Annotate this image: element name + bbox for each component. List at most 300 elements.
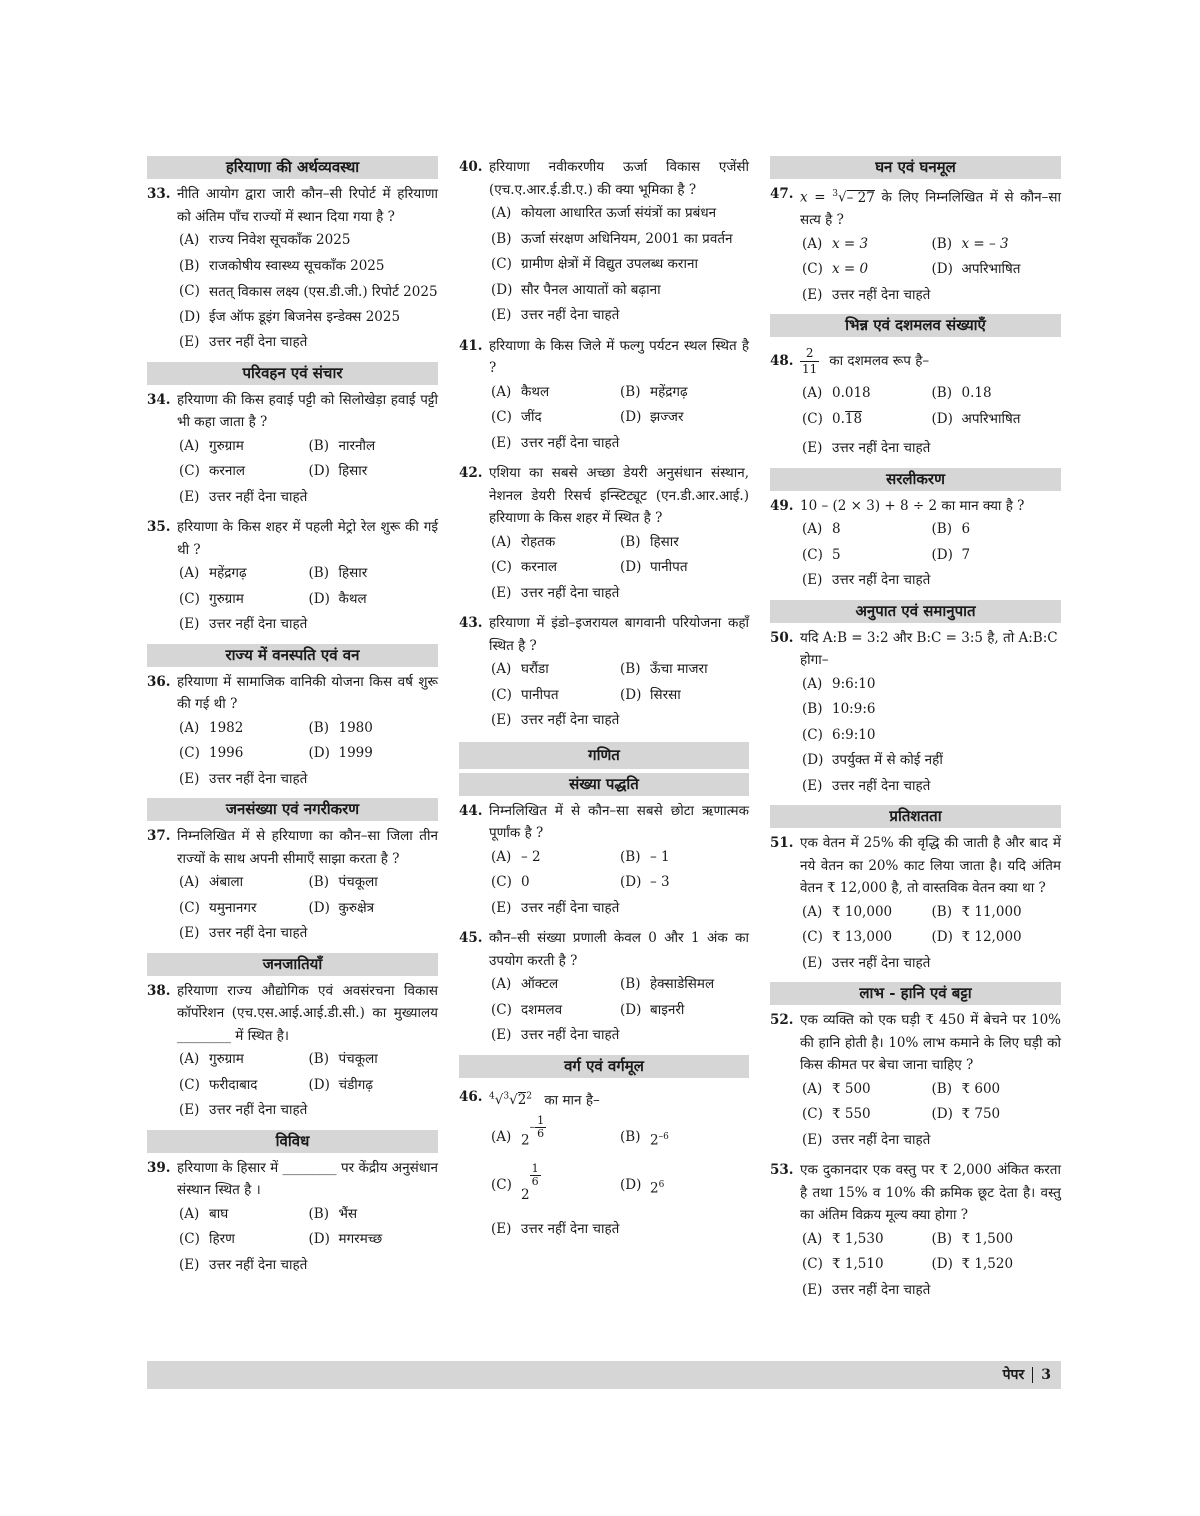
option-label: (B) [308, 1051, 329, 1067]
option-text: सौर पैनल आयातों को बढ़ाना [521, 281, 661, 298]
option-text: हिसार [650, 533, 679, 550]
option-text: उत्तर नहीं देना चाहते [832, 1131, 931, 1148]
section-heading: विविध [147, 1130, 438, 1153]
question-text: एक दुकानदार एक वस्तु पर ₹ 2,000 अंकित करता है तथा 15% व 10% की क्रमिक छूट देता है। वस्तु का अंतिम विक्रय मूल्य क्या होगा ? [800, 1162, 1061, 1223]
option-label: (D) [308, 590, 330, 607]
question-text: हरियाणा की किस हवाई पट्टी को सिलोखेड़ा हवाई पट्टी भी कहा जाता है ? [177, 391, 438, 430]
option-text: उत्तर नहीं देना चाहते [209, 616, 308, 632]
option-label: (D) [620, 686, 642, 703]
option-text: 0 [521, 874, 530, 890]
option-label: (D) [308, 745, 330, 761]
option-label: (D) [491, 281, 513, 298]
option-label: (A) [802, 235, 823, 252]
section-heading: लाभ - हानि एवं बट्टा [770, 982, 1061, 1005]
option-label: (A) [179, 232, 200, 248]
option-label: (A) [802, 1080, 823, 1097]
option-label: (D) [931, 929, 953, 945]
option-text: 9:6:10 [832, 675, 876, 692]
question-text [489, 1082, 749, 1116]
question-number: 52. [770, 1012, 794, 1028]
option-text: महेंद्रगढ़ [209, 565, 247, 581]
option-text: हिसार [338, 463, 368, 479]
base: 2 [650, 1180, 659, 1196]
option-text: पानीपत [650, 559, 688, 575]
option-text: उत्तर नहीं देना चाहते [521, 1220, 620, 1237]
option-label: (C) [491, 874, 512, 890]
root-index: 4 [489, 1091, 495, 1102]
option-label: (C) [179, 745, 200, 761]
column-1 [147, 156, 438, 1284]
option-text: ₹ 550 [832, 1106, 871, 1122]
question-text: x = $^3$√– 27 के लिए निम्नलिखित में से कौन–सा सत्य है ? [800, 189, 1061, 228]
option-label: (D) [308, 463, 330, 479]
option-label: (E) [491, 1220, 512, 1237]
option-text: झज्जर [650, 409, 684, 425]
option-label: (E) [179, 616, 200, 632]
option-text: गुरुग्राम [209, 1051, 244, 1067]
question-number: 50. [770, 629, 794, 646]
option-text: x = 0 [832, 261, 869, 277]
option-text: उत्तर नहीं देना चाहते [521, 434, 620, 451]
option-text: हेक्साडेसिमल [650, 976, 715, 992]
option-label: (D) [620, 1001, 642, 1018]
question-number: 33. [147, 186, 171, 202]
question-text: कौन–सी संख्या प्रणाली केवल 0 और 1 अंक का उपयोग करती है ? [489, 930, 749, 969]
question-37 [147, 825, 438, 947]
option-label: (C) [802, 546, 823, 563]
option-label: (C) [491, 686, 512, 703]
option-text: उत्तर नहीं देना चाहते [209, 925, 308, 941]
question-number: 38. [147, 982, 171, 999]
option-text: अपरिभाषित [961, 410, 1021, 427]
option-label: (A) [802, 385, 823, 401]
option-label: (E) [179, 1102, 200, 1118]
option-text: ₹ 600 [961, 1080, 1001, 1097]
option-text: उत्तर नहीं देना चाहते [521, 712, 620, 728]
option-label: (A) [179, 565, 200, 581]
question-45 [459, 927, 749, 1049]
section-heading: वर्ग एवं वर्गमूल [459, 1055, 749, 1078]
option-text: 0.018 [832, 385, 871, 401]
option-label: (C) [491, 559, 512, 575]
option-label: (E) [491, 712, 512, 728]
footer-label: पेपर [1002, 1367, 1025, 1383]
question-33 [147, 183, 438, 356]
question-number: 41. [459, 337, 483, 354]
option-label: (D) [931, 1106, 953, 1122]
option-text: पंचकूला [338, 874, 378, 890]
page-number: 3 [1041, 1367, 1051, 1383]
option-text: ऑक्टल [521, 976, 559, 992]
question-49 [770, 495, 1061, 594]
option-text: 0.18 [961, 385, 992, 401]
option-label: (B) [620, 661, 641, 677]
question-text: नीति आयोग द्वारा जारी कौन–सी रिपोर्ट में हरियाणा को अंतिम पाँच राज्यों में स्थान दिया गया है ? [177, 186, 438, 225]
option-text: चंडीगढ़ [338, 1076, 373, 1093]
option-text: उत्तर नहीं देना चाहते [521, 899, 620, 916]
question-number: 53. [770, 1162, 794, 1178]
option-label: (E) [179, 334, 200, 350]
option-label: (D) [931, 1256, 953, 1272]
option-label: (C) [802, 261, 823, 277]
option-text: कोयला आधारित ऊर्जा संयंत्रों का प्रबंधन [521, 205, 717, 221]
option-text: ईज ऑफ डूइंग बिजनेस इन्डेक्स 2025 [209, 308, 401, 325]
option-text: 7 [961, 546, 971, 563]
section-heading: परिवहन एवं संचार [147, 362, 438, 385]
option-label: (A) [802, 521, 823, 537]
option-text: बाघ [209, 1205, 229, 1222]
option-label: (C) [179, 899, 200, 916]
question-46 [459, 1082, 749, 1243]
option-text: 5 [832, 546, 841, 563]
option-label: (E) [491, 434, 512, 451]
option-label: (A) [491, 661, 512, 677]
option-text: सिरसा [650, 686, 681, 703]
option-text: 1980 [338, 719, 373, 736]
section-heading: घन एवं घनमूल [770, 156, 1061, 179]
option-text: x = 3 [832, 235, 869, 252]
question-text: हरियाणा के किस जिले में फल्गु पर्यटन स्थल स्थित है ? [489, 337, 749, 376]
section-heading: अनुपात एवं समानुपात [770, 600, 1061, 623]
option-label: (E) [802, 286, 823, 303]
section-heading: जनसंख्या एवं नगरीकरण [147, 798, 438, 821]
exponent: 2 [526, 1091, 533, 1102]
option-label: (E) [802, 1281, 823, 1298]
option-text [650, 1163, 664, 1217]
option-text: 1996 [209, 745, 244, 761]
radicand: 2 [517, 1092, 527, 1108]
option-label: (B) [931, 903, 952, 920]
option-label: (C) [491, 409, 512, 425]
option-text: पानीपत [521, 686, 559, 703]
question-text: एक व्यक्ति को एक घड़ी ₹ 450 में बेचने पर 10% की हानि होती है। 10% लाभ कमाने के लिए घड़ी को किस कीमत पर बेचा जाना चाहिए ? [800, 1012, 1061, 1073]
question-text: हरियाणा राज्य औद्योगिक एवं अवसंरचना विकास कॉर्पोरेशन (एच.एस.आई.आई.डी.सी.) का मुख्यालय ________ में स्थित है। [177, 982, 438, 1044]
option-label: (B) [308, 437, 329, 454]
root-index: 3 [503, 1091, 510, 1102]
option-label: (C) [491, 1001, 512, 1018]
option-text: ₹ 500 [832, 1080, 871, 1097]
option-label: (C) [802, 929, 823, 945]
question-text: हरियाणा में सामाजिक वानिकी योजना किस वर्ष शुरू की गई थी ? [177, 673, 438, 712]
option-label: (D) [620, 559, 642, 575]
option-text: उत्तर नहीं देना चाहते [832, 954, 931, 971]
option-label: (A) [179, 874, 200, 890]
question-44 [459, 800, 749, 922]
exponent: 6 [658, 1179, 665, 1190]
option-label: (C) [179, 1076, 200, 1093]
option-text: उत्तर नहीं देना चाहते [521, 307, 620, 323]
column-2 [459, 156, 749, 1248]
option-text: ग्रामीण क्षेत्रों में विद्युत उपलब्ध कराना [521, 256, 698, 272]
option-label: (B) [931, 235, 952, 252]
denominator: 6 [531, 1174, 539, 1188]
option-text: उत्तर नहीं देना चाहते [832, 286, 931, 303]
option-text: फरीदाबाद [209, 1076, 258, 1093]
option-text: ऊँचा माजरा [650, 661, 708, 677]
option-label: (C) [802, 410, 823, 427]
question-text: हरियाणा के हिसार में ________ पर केंद्रीय अनुसंधान संस्थान स्थित है । [177, 1159, 438, 1198]
option-text: ₹ 1,510 [832, 1256, 884, 1272]
option-label: (A) [802, 675, 823, 692]
option-label: (B) [308, 565, 329, 581]
option-text: ₹ 1,500 [961, 1230, 1014, 1247]
option-text [521, 1163, 551, 1217]
root-index: 3 [832, 189, 838, 199]
question-text: 10 – (2 × 3) + 8 ÷ 2 का मान क्या है ? [800, 497, 1025, 514]
option-label: (A) [491, 976, 512, 992]
question-34 [147, 389, 438, 511]
question-52 [770, 1009, 1061, 1153]
divider [1032, 1367, 1033, 1383]
section-heading: प्रतिशतता [770, 805, 1061, 828]
exponent: –6 [658, 1132, 669, 1142]
option-text: मगरमच्छ [338, 1231, 383, 1247]
nested-radical: $^4√^3√2^2$ [489, 1091, 533, 1108]
option-text: उत्तर नहीं देना चाहते [209, 1256, 308, 1273]
option-label: (D) [931, 546, 953, 563]
question-47 [770, 183, 1061, 308]
section-heading: हरियाणा की अर्थव्यवस्था [147, 156, 438, 179]
option-text: राजकोषीय स्वास्थ्य सूचकाँक 2025 [209, 257, 385, 274]
option-label: (E) [179, 925, 200, 941]
option-text: ऊर्जा संरक्षण अधिनियम, 2001 का प्रवर्तन [521, 230, 733, 247]
option-label: (D) [620, 409, 642, 425]
option-label: (B) [620, 976, 641, 992]
option-text: नारनौल [338, 437, 376, 454]
question-number: 43. [459, 615, 483, 631]
option-label: (B) [491, 230, 512, 247]
option-text: उत्तर नहीं देना चाहते [209, 1102, 308, 1118]
question-35 [147, 516, 438, 638]
question-number: 51. [770, 835, 794, 851]
option-text: उत्तर नहीं देना चाहते [832, 777, 931, 794]
question-43 [459, 612, 749, 734]
option-text: गुरुग्राम [209, 437, 244, 454]
option-label: (B) [802, 701, 823, 717]
question-39 [147, 1157, 438, 1279]
option-text: अपरिभाषित [961, 261, 1021, 277]
option-label: (C) [491, 256, 512, 272]
option-label: (A) [491, 848, 512, 865]
question-number: 42. [459, 465, 483, 481]
option-text: दशमलव [521, 1001, 563, 1018]
option-label: (D) [931, 261, 953, 277]
question-text: हरियाणा नवीकरणीय ऊर्जा विकास एजेंसी (एच.ए.आर.ई.डी.ए.) की क्या भूमिका है ? [489, 159, 749, 198]
option-label: (A) [179, 719, 200, 736]
option-label: (C) [179, 463, 200, 479]
option-label: (D) [931, 410, 953, 427]
section-heading: संख्या पद्धति [459, 773, 749, 796]
section-heading: जनजातियाँ [147, 953, 438, 976]
option-label: (D) [308, 899, 330, 916]
base: 2 [650, 1132, 659, 1149]
column-3 [770, 156, 1061, 1309]
option-text: ₹ 1,530 [832, 1230, 884, 1247]
option-label: (D) [308, 1231, 330, 1247]
option-text: सतत् विकास लक्ष्य (एस.डी.जी.) रिपोर्ट 2025 [209, 284, 438, 300]
option-text: उत्तर नहीं देना चाहते [832, 572, 931, 588]
option-text: ₹ 12,000 [961, 929, 1022, 945]
question-53 [770, 1159, 1061, 1303]
option-label: (C) [802, 1106, 823, 1122]
option-text: 1982 [209, 719, 244, 736]
option-text: बाइनरी [650, 1001, 685, 1018]
option-label: (D) [308, 1076, 330, 1093]
option-label: (B) [620, 848, 641, 865]
option-label: (E) [491, 307, 512, 323]
option-text: उत्तर नहीं देना चाहते [209, 770, 308, 787]
option-text: 8 [832, 521, 841, 537]
question-text [800, 341, 1061, 381]
option-text: राज्य निवेश सूचकाँक 2025 [209, 232, 351, 248]
question-number: 49. [770, 497, 794, 514]
question-number: 36. [147, 673, 171, 690]
option-text: यमुनानगर [209, 899, 257, 916]
option-label: (B) [620, 533, 641, 550]
option-label: (B) [308, 874, 329, 890]
option-label: (B) [931, 521, 952, 537]
option-text: महेंद्रगढ़ [650, 383, 688, 400]
question-number: 39. [147, 1159, 171, 1176]
fraction [800, 346, 819, 377]
question-number: 35. [147, 519, 171, 535]
question-text: हरियाणा के किस शहर में पहली मेट्रो रेल शुरू की गई थी ? [177, 519, 438, 558]
option-text: 10:9:6 [832, 701, 876, 717]
option-label: (E) [491, 1027, 512, 1043]
option-text: उत्तर नहीं देना चाहते [832, 440, 931, 456]
question-tail: का दशमलव रूप है– [829, 353, 930, 369]
option-label: (B) [931, 1080, 952, 1097]
question-41 [459, 335, 749, 457]
option-label: (D) [620, 874, 642, 890]
numerator: 2 [800, 346, 819, 362]
decimal-part: 0. [832, 410, 845, 427]
option-label: (A) [491, 1129, 512, 1145]
option-label: (E) [491, 584, 512, 601]
option-text: करनाल [521, 559, 558, 575]
question-text: एशिया का सबसे अच्छा डेयरी अनुसंधान संस्थान, नेशनल डेयरी रिसर्च इन्स्टिट्यूट (एन.डी.आर.आई.) हरियाणा के किस शहर में स्थित है ? [489, 465, 749, 526]
option-text: ₹ 10,000 [832, 903, 893, 920]
question-number: 37. [147, 828, 171, 844]
option-label: (A) [802, 903, 823, 920]
option-label: (E) [802, 440, 823, 456]
option-label: (A) [491, 205, 512, 221]
option-text: हिसार [338, 565, 368, 581]
option-label: (B) [931, 1230, 952, 1247]
option-label: (D) [620, 1176, 642, 1193]
option-label: (E) [802, 954, 823, 971]
question-number: 44. [459, 802, 483, 819]
option-label: (E) [802, 1131, 823, 1148]
option-label: (A) [179, 1051, 200, 1067]
option-label: (A) [179, 1205, 200, 1222]
numerator: 1 [537, 1114, 545, 1127]
option-text: जींद [521, 409, 542, 425]
option-label: (E) [179, 488, 200, 505]
option-text: गुरुग्राम [209, 590, 244, 607]
option-label: (B) [620, 1129, 641, 1145]
question-number: 34. [147, 391, 171, 408]
option-label: (E) [802, 572, 823, 588]
question-number: 40. [459, 159, 483, 175]
base: 2 [521, 1186, 530, 1203]
option-label: (B) [931, 385, 952, 401]
question-text: निम्नलिखित में से हरियाणा का कौन–सा जिला तीन राज्यों के साथ अपनी सीमाएँ साझा करता है ? [177, 828, 438, 867]
section-heading: भिन्न एवं दशमलव संख्याएँ [770, 314, 1061, 337]
question-50 [770, 627, 1061, 800]
option-label: (B) [308, 719, 329, 736]
option-text: रोहतक [521, 533, 556, 550]
question-number: 48. [770, 353, 794, 369]
question-51 [770, 832, 1061, 976]
option-text: उत्तर नहीं देना चाहते [209, 488, 308, 505]
option-text: कुरुक्षेत्र [338, 899, 375, 916]
option-text [832, 407, 862, 433]
option-label: (A) [802, 1230, 823, 1247]
option-text: ₹ 11,000 [961, 903, 1022, 920]
option-label: (A) [491, 383, 512, 400]
option-label: (D) [179, 308, 201, 325]
option-label: (B) [308, 1205, 329, 1222]
denominator: 6 [537, 1127, 545, 1140]
numerator: 1 [531, 1161, 539, 1175]
radicand: – 27 [846, 189, 875, 206]
question-text: यदि A:B = 3:2 और B:C = 3:5 है, तो A:B:C होगा– [800, 629, 1058, 668]
option-text: – 1 [650, 848, 670, 865]
option-label: (A) [179, 437, 200, 454]
option-text: 1999 [338, 745, 373, 761]
page-indicator [1003, 1361, 1051, 1389]
variable: x = [800, 189, 833, 206]
option-text: 6 [961, 521, 971, 537]
question-text: एक वेतन में 25% की वृद्धि की जाती है और बाद में नये वेतन का 20% काट लिया जाता है। यदि अंतिम वेतन ₹ 12,000 है, तो वास्तविक वेतन क्या था ? [800, 835, 1061, 896]
option-label: (E) [491, 899, 512, 916]
question-42 [459, 462, 749, 606]
question-tail: का मान है– [544, 1092, 600, 1108]
question-text: हरियाणा में इंडो–इजरायल बागवानी परियोजना कहाँ स्थित है ? [489, 615, 749, 654]
option-label: (C) [179, 283, 200, 299]
option-label: (B) [179, 257, 200, 274]
question-number: 45. [459, 930, 483, 946]
section-heading: सरलीकरण [770, 468, 1061, 491]
question-number: 46. [459, 1088, 483, 1105]
option-text [521, 1115, 546, 1163]
option-label: (B) [620, 383, 641, 400]
option-text: उत्तर नहीं देना चाहते [209, 334, 308, 350]
option-text: – 3 [650, 874, 670, 890]
option-label: (C) [802, 726, 823, 743]
option-text: पंचकूला [338, 1051, 378, 1067]
recurring-digits: 18 [844, 410, 863, 427]
section-heading: राज्य में वनस्पति एवं वन [147, 644, 438, 667]
option-label: (E) [179, 770, 200, 787]
page-footer [147, 1361, 1061, 1389]
option-text: अंबाला [209, 874, 244, 890]
question-tail: के लिए निम्नलिखित में से कौन–सा सत्य है ? [800, 189, 1061, 228]
option-text [650, 1115, 669, 1163]
question-36 [147, 671, 438, 793]
option-label: (C) [179, 1231, 200, 1247]
option-label: (C) [802, 1256, 823, 1272]
option-text: घरौंडा [521, 661, 549, 677]
option-label: (D) [802, 752, 824, 768]
option-text: 6:9:10 [832, 726, 876, 743]
option-text: ₹ 1,520 [961, 1256, 1014, 1272]
option-label: (C) [491, 1176, 512, 1193]
option-text: ₹ 750 [961, 1106, 1001, 1122]
option-text: ₹ 13,000 [832, 929, 893, 945]
option-text: भैंस [338, 1205, 358, 1222]
